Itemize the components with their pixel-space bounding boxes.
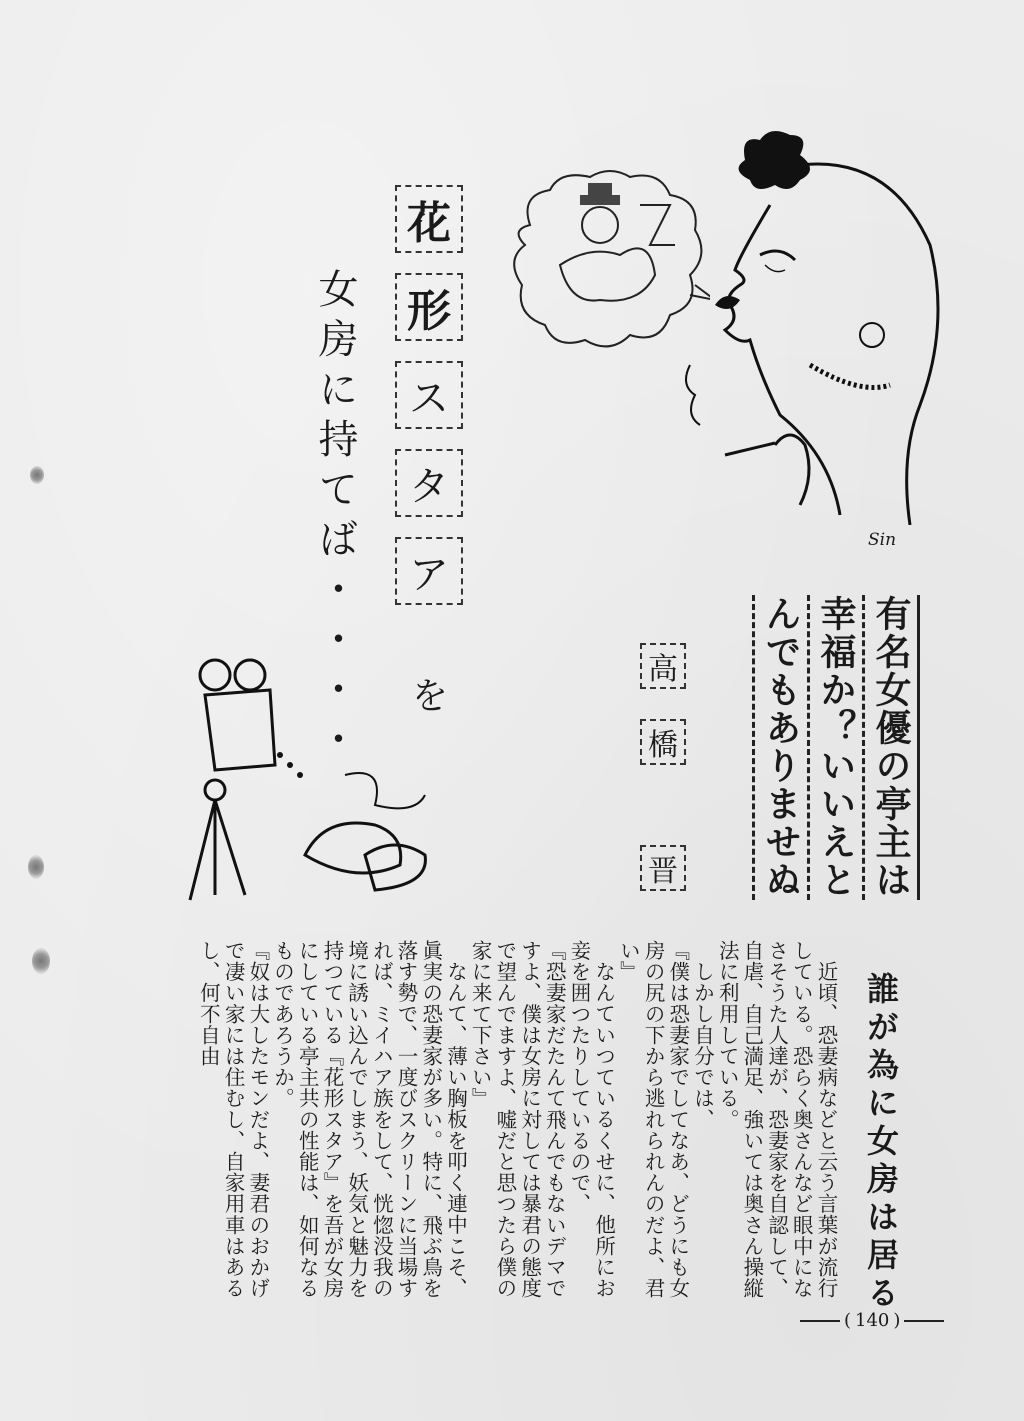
page-number: ( 140 ) xyxy=(800,1310,944,1331)
divider xyxy=(800,1320,840,1322)
body-paragraph: 近頃、恐妻病などと云う言葉が流行している。恐らく奥さんなど眼中になさそうた人達が、恐妻家を自認して、自虐、自己満足、強いては奥さん操縦法に利用している。 xyxy=(715,940,838,1299)
actress-smoking-illustration xyxy=(680,125,980,525)
headline-line: んでもありませぬ xyxy=(752,595,810,900)
author-char: 高 xyxy=(640,643,686,689)
title-char: ア xyxy=(395,537,463,605)
title-char: 花 xyxy=(395,185,463,253)
author-char: 橋 xyxy=(640,719,686,765)
author-name xyxy=(640,643,686,891)
binding-hole xyxy=(28,855,44,879)
title-char: ス xyxy=(395,361,463,429)
article-body xyxy=(170,940,838,1300)
headline-line: 有名女優の亭主は xyxy=(865,595,920,900)
article-subtitle: 女房に持てば・・・・ xyxy=(312,268,358,768)
headline-line: 幸福か？いいえと xyxy=(810,595,865,900)
illustrator-signature: Sin xyxy=(868,530,897,550)
article-title xyxy=(395,185,465,605)
title-char: タ xyxy=(395,449,463,517)
author-char: 晋 xyxy=(640,845,686,891)
binding-hole xyxy=(32,948,50,974)
body-paragraph: 『恐妻家だたんて飛んでもないデマですよ、僕は女房に対しては暴君の態度で望んでますよ、嘘だと思つたら僕の家に来て下さい』 xyxy=(468,940,567,1299)
section-heading: 誰が為に女房は居る xyxy=(862,972,900,1314)
title-particle: を xyxy=(412,676,449,717)
binding-hole xyxy=(30,466,44,484)
page-number-value: 140 xyxy=(855,1310,890,1331)
body-paragraph: なんて、薄い胸板を叩く連中こそ、眞実の恐妻家が多い。特に、飛ぶ鳥を落す勢で、一度びスクリーンに当場すれば、ミイハア族をして、恍惚没我の境に誘い込んでしまう、妖気と魅力を持つている『花形スタア』を吾が女房にしている亭主共の性能は、如何なるものであろうか。 xyxy=(270,940,468,1299)
divider xyxy=(904,1320,944,1322)
thought-bubble-illustration xyxy=(500,165,710,355)
body-paragraph: しかし自分では、 xyxy=(690,960,715,1130)
body-paragraph: なんていつているくせに、他所にお妾を囲つたりしているので、 xyxy=(566,940,616,1299)
headline-block xyxy=(760,595,920,900)
body-paragraph: 『奴は大したモンだよ、妻君のおかげで凄い家には住むし、自家用車はあるし、何不自由 xyxy=(196,940,270,1299)
body-paragraph: 『僕は恐妻家でしてなあ、どうにも女房の尻の下から逃れられんのだよ、君い』 xyxy=(616,940,690,1299)
title-char: 形 xyxy=(395,273,463,341)
camera-tripod-illustration xyxy=(175,655,435,905)
